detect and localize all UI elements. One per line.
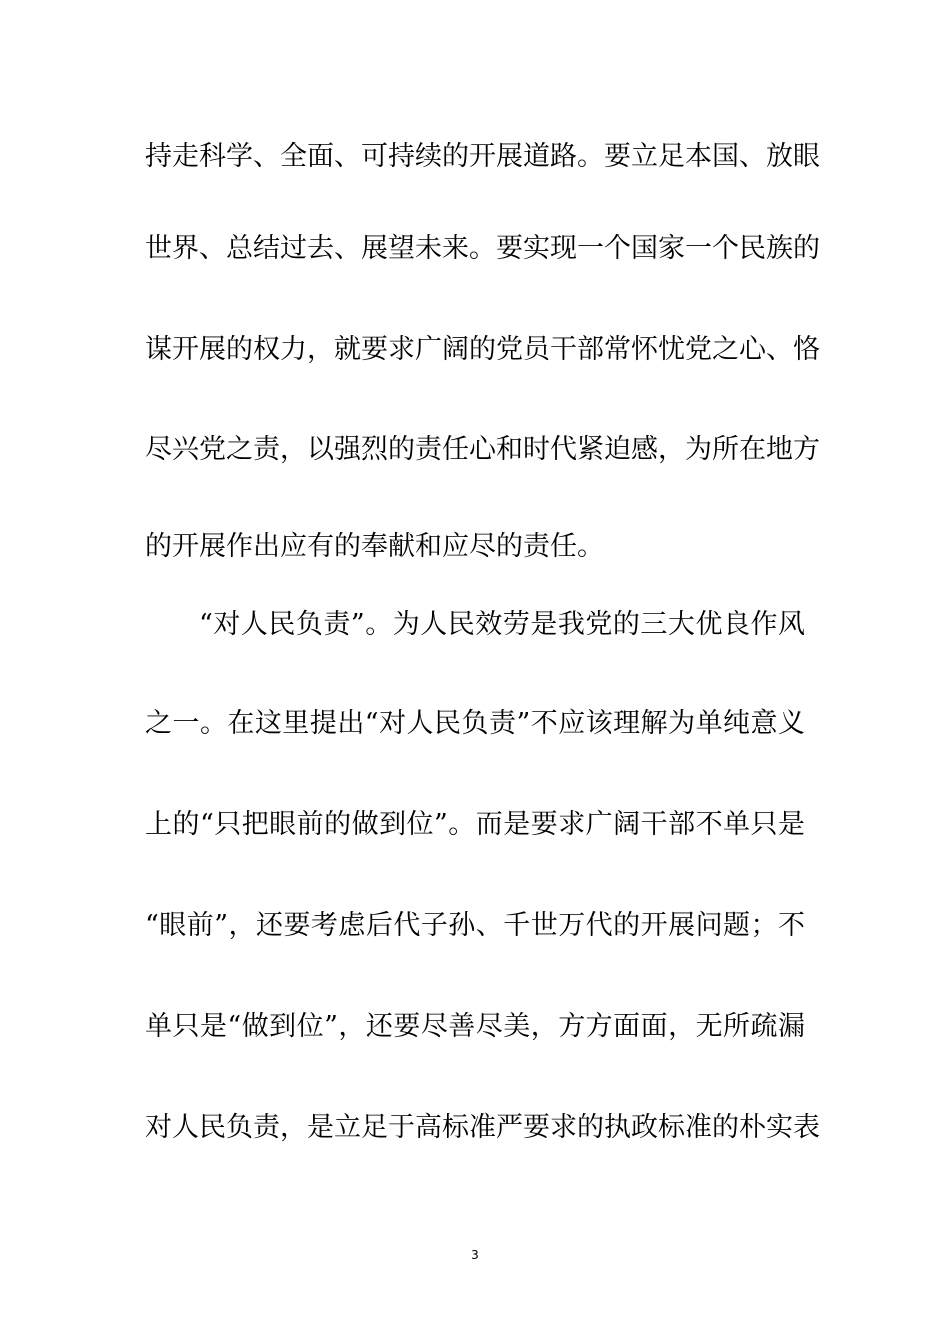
page-number: 3	[471, 1248, 479, 1262]
paragraph-line: 之一。在这里提出“对人民负责”不应该理解为单纯意义	[145, 708, 805, 739]
paragraph-line: “对人民负责”。为人民效劳是我党的三大优良作风	[199, 609, 805, 640]
paragraph-line: 世界、总结过去、展望未来。要实现一个国家一个民族的	[145, 233, 820, 264]
paragraph-line: 上的“只把眼前的做到位”。而是要求广阔干部不单只是	[145, 809, 805, 840]
paragraph-line: 对人民负责，是立足于高标准严要求的执政标准的朴实表	[145, 1112, 820, 1143]
paragraph-line: 持走科学、全面、可持续的开展道路。要立足本国、放眼	[145, 141, 820, 172]
paragraph-line: 的开展作出应有的奉献和应尽的责任。	[145, 531, 604, 562]
paragraph-line: 尽兴党之责，以强烈的责任心和时代紧迫感，为所在地方	[145, 434, 820, 465]
paragraph-line: 单只是“做到位”，还要尽善尽美，方方面面，无所疏漏	[145, 1011, 805, 1042]
paragraph-line: “眼前”，还要考虑后代子孙、千世万代的开展问题；不	[145, 910, 805, 941]
paragraph-line: 谋开展的权力，就要求广阔的党员干部常怀忧党之心、恪	[145, 334, 820, 365]
